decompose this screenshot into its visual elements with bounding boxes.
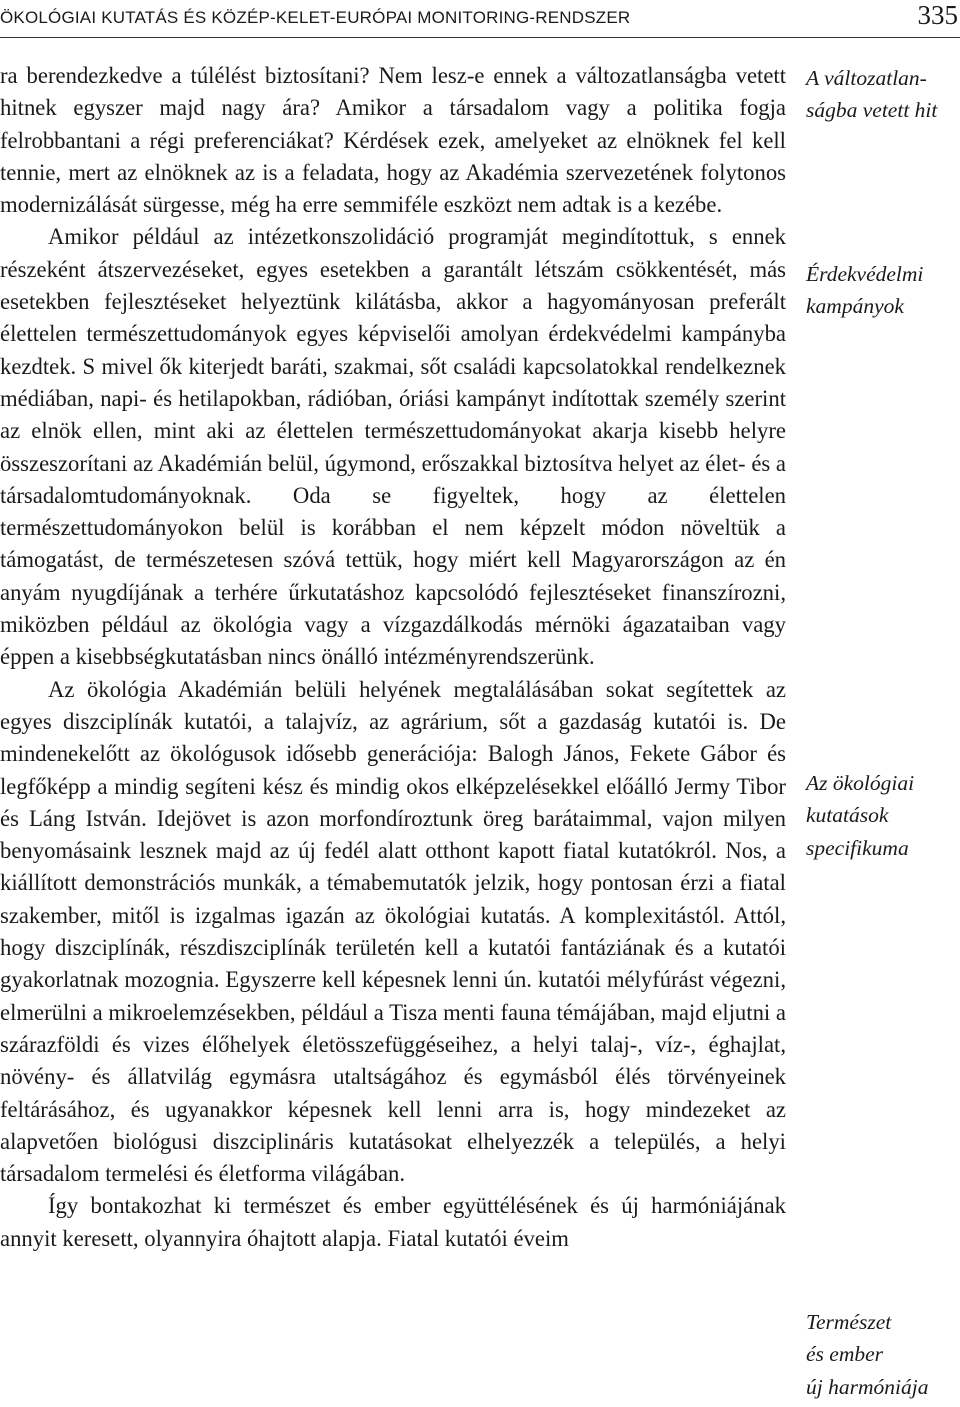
- margin-note-2: [806, 258, 960, 323]
- page-number: 335: [917, 0, 958, 30]
- margin-note-4: [806, 1306, 960, 1403]
- paragraph-3: Az ökológia Akadémián belüli helyének megtalálásában sokat segítettek az egyes diszciplínák kutatói, a talajvíz, az agrárium, sőt a gazdaság kutatói is. De mindenekelőtt az ökológusok idősebb generációja: Balogh János, Fekete Gábor és legfőképp a mindig segíteni kész és mindig okos elképzelésekkel előálló Jermy Tibor és Láng István. Idejövet is azon morfondíroztunk öreg barátaimmal, vajon milyen benyomásaink lesznek majd az új fedél alatt otthont kapott fiatal kutatókról. Nos, a kiállított demonstrációs munkák, a témabemutatók jelzik, hogy pontosan érzi a fiatal szakember, mitől is izgalmas igazán az ökológiai kutatás. A komplexitástól. Attól, hogy diszciplínák, részdiszciplínák területén kell a kutatói fantáziának és a kutatói gyakorlatnak mozognia. Egyszerre kell képesnek lenni ún. kutatói mélyfúrást végezni, elmerülni a mikroelemzésekben, például a Tisza menti fauna témájában, majd eljutni a szárazföldi és vizes élőhelyek életösszefüggéseihez, a helyi talaj-, víz-, éghajlat, növény- és állatvilág egymásra utaltságához és egymásból élés törvényeinek feltárásához, és ugyanakkor képesnek kell lenni arra is, hogy mindezeket az alapvetően biológusi diszciplináris kutatásokat elhelyezzék a település, a helyi társadalom termelési és életforma világában.: [0, 676, 786, 1187]
- margin-note-line: kampányok: [806, 294, 904, 319]
- running-head: ÖKOLÓGIAI KUTATÁS ÉS KÖZÉP-KELET-EURÓPAI MONITORING-RENDSZER: [0, 8, 631, 27]
- margin-note-line: Az ökológiai: [806, 771, 915, 795]
- paragraph-4: Így bontakozhat ki természet és ember együttélésének és új harmóniájának annyit keresett, olyannyira óhajtott alapja. Fiatal kutatói éveim: [0, 1193, 786, 1251]
- margin-note-1: [806, 62, 960, 127]
- margin-note-line: és ember: [806, 1342, 884, 1367]
- margin-note-line: A változatlan-: [806, 66, 927, 90]
- paragraph-2: Amikor például az intézetkonszolidáció programját megindítottuk, s ennek részeként átszervezéseket, egyes esetekben a garantált létszám csökkentését, más esetekben fejlesztéseket helyeztünk kilátásba, akkor a hagyományosan preferált élettelen természettudományok egyes képviselői amolyan érdekvédelmi kampányba kezdtek. S mivel ők kiterjedt baráti, szakmai, sőt családi kapcsolatokkal rendelkeznek médiában, napi- és hetilapokban, rádióban, óriási kampányt indítottak személy szerint az elnök ellen, mint aki az élettelen természettudományokat akarja kisebb helyre összeszorítani az Akadémián belül, úgymond, erőszakkal biztosítva helyet az élet- és a társadalomtudományoknak. Oda se figyeltek, hogy az élettelen természettudományokon belül is korábban el nem képzelt módon növeltük a támogatást, de természetesen szóvá tettük, hogy miért kell Magyarországon az én anyám nyugdíjának a terhére űrkutatáshoz kapcsolódó fejlesztéseket finanszírozni, miközben például az ökológia vagy a vízgazdálkodás mérnöki ágazataiban vagy éppen a kisebbségkutatásban nincs önálló intézményrendszerünk.: [0, 224, 786, 670]
- margin-note-line: új harmóniája: [806, 1374, 929, 1399]
- header-rule: [0, 37, 960, 38]
- margin-note-line: Érdekvédelmi: [806, 262, 924, 286]
- page-header: [0, 0, 960, 44]
- margin-note-3: [806, 767, 960, 864]
- margin-note-line: kutatások: [806, 803, 889, 828]
- margin-note-line: specifikuma: [806, 835, 909, 860]
- margin-note-line: Természet: [806, 1310, 892, 1334]
- body-text: [0, 60, 786, 1255]
- margin-note-line: ságba vetett hit: [806, 98, 938, 123]
- paragraph-1: ra berendezkedve a túlélést biztosítani? Nem lesz-e ennek a változatlanságba vetett hitnek egyszer majd nagy ára? Amikor a társadalom vagy a politika fogja felrobbantani a régi preferenciákat? Kérdések ezek, amelyeket az elnöknek fel kell tennie, mert az elnöknek az is a feladata, hogy az Akadémia szervezetének folytonos modernizálását sürgesse, még ha erre semmiféle eszközt nem adtak is a kezébe.: [0, 63, 786, 218]
